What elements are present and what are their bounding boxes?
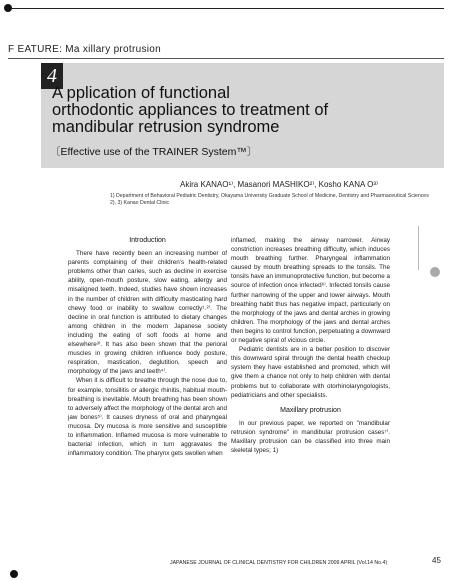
authors: Akira KANAO¹⁾, Masanori MASHIKO²⁾, Kosho KANA O³⁾	[180, 180, 378, 189]
feature-rule	[8, 58, 444, 59]
title-line-2: orthodontic appliances to treatment of	[52, 101, 329, 119]
body-column-left	[68, 236, 227, 458]
journal-footer: JAPANESE JOURNAL OF CLINICAL DENTISTRY FOR CHILDREN 2009 APRIL (Vol.14 No.4)	[170, 560, 388, 566]
affiliation-1: 1) Department of Behavioral Pediatric Dentistry, Okayama University Graduate School of Medicine, Dentistry and Pharmaceutical Sciences	[110, 193, 429, 199]
paragraph: inflamed, making the airway narrower. Airway constriction increases breathing difficulty, which induces mouth breathing further. Pharyngeal inflammation caused by mouth breathing spreads to the tonsils. The tonsils have an immunoprotective function, but become a source of infection once infected⁶⁾. Infected tonsils cause further narrowing of the upper and lower airways. Mouth breathing habit thus has negative impact, particularly on the morphology of the jaws and dental arches in growing children. The morphology of the jaws and dental arches then begins to control function, perpetuating a downward or negative spiral of vicious circle.	[231, 237, 390, 345]
paragraph: Pediatric dentists are in a better position to discover this downward spiral through the dental health checkup system they have established and promoted, which will give them a chance not only to help children with dental problems but to collaborate with otorhinolaryngologists, pediatricians and other specialists.	[231, 346, 390, 399]
article-subtitle: 〔Effective use of the TRAINER System™〕	[50, 146, 258, 158]
maxillary-protrusion-heading: Maxillary protrusion	[280, 406, 341, 414]
page-number: 45	[432, 556, 441, 565]
paragraph: In our previous paper, we reported on "mandibular retrusion syndrome" in mandibular protrusion cases⁷⁾. Maxillary protrusion can be classified into three main skeletal types; 1)	[231, 419, 390, 455]
top-rule	[8, 8, 444, 9]
paragraph: When it is difficult to breathe through the nose due to, for example, tonsillitis or allergic rhinitis, habitual mouth-breathing is inevitable. Mouth breathing has been shown to adversely affect the morphology of the dental arch and jaw bones⁵⁾. It causes dryness of oral and pharyngeal mucosa. Dry mucosa is more sensitive and susceptible to inflammation. Inflamed mucosa is more vulnerable to bacterial infection, which in turn aggravates the inflammatory condition. The pharynx gets swollen when	[68, 377, 227, 458]
article-number: 4	[41, 63, 63, 89]
top-bullet-dot	[4, 4, 12, 12]
title-line-1: A pplication of functional	[52, 84, 230, 102]
affiliation-2: 2), 3) Kanao Dental Clinic	[110, 200, 170, 206]
margin-line	[418, 226, 419, 270]
feature-label: F EATURE: Ma xillary protrusion	[8, 44, 162, 55]
bottom-bullet-dot	[10, 570, 18, 578]
thumb-index-dot	[430, 267, 440, 277]
affiliations	[110, 193, 440, 207]
article-title	[52, 86, 432, 135]
paragraph: There have recently been an increasing number of parents complaining of their children's health-related problems other than caries, such as decline in exercise ability, open-mouth posture, slow eating, allergy and misaligned teeth. Indeed, studies have shown increases in the number of children with difficulty masticating hard chewy food or inability to swallow correctly¹˒²⁾. The decline in oral function is attributed to dietary changes among children in the modern Japanese society including the eating of soft foods at home and elsewhere³⁾. It has also been shown that the perioral muscles in growing children influence body posture, respiration, mastication, deglutition, speech and morphology of the jaws and teeth⁴⁾.	[68, 250, 227, 376]
body-column-right	[231, 236, 390, 455]
introduction-heading: Introduction	[129, 237, 166, 244]
title-line-3: mandibular retrusion syndrome	[52, 118, 280, 136]
